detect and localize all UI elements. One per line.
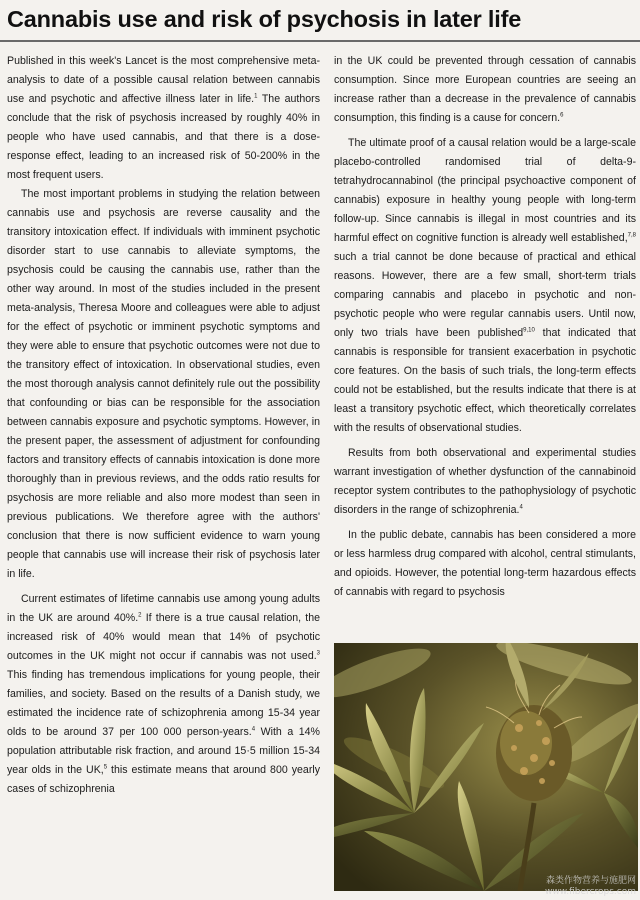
article-title: Cannabis use and risk of psychosis in later life [7,6,522,32]
cannabis-plant-photo [334,643,638,891]
paragraph-3: Current estimates of lifetime cannabis use among young adults in the UK are around 40%.$^2$ If there is a true causal relation, the increased risk of 40% would mean that 14% of psychotic outcomes in the UK might not occur if cannabis was not used.$^3$ This finding has tremendous implications for young people, their families, and society. Based on the results of a Danish study, we estimated the incidence rate of schizophrenia among 15-34 year olds to be around 37 per 100 000 person-years.$^4$ With a 14% population attributable risk fraction, and around 15·5 million 15-34 year olds in the UK,$^5$ this estimate means that around 800 yearly cases of schizophrenia [7,593,320,795]
citation-ref: 6 [560,112,564,119]
watermark-line-1: 森类作物营养与施肥网 [545,876,636,886]
right-column [334,52,636,636]
citation-ref: 7,8 [627,232,636,239]
cannabis-leaf-illustration [334,643,638,891]
watermark [545,876,636,898]
paragraph-2: The most important problems in studying the relation between cannabis use and psychosis are reverse causality and the transitory intoxication effect. If individuals with imminent psychotic disorder start to use cannabis to alleviate symptoms, the psychosis could be causing the cannabis use, rather than the other way around. In most of the studies included in the present meta-analysis, Theresa Moore and colleagues were able to adjust for the effect of psychotic or imminent psychotic symptoms and they were able to ensure that psychotic outcomes were not due to the transitory effect of intoxication. In observational studies, even the most thorough analysis cannot definitely rule out the possibility that confounding or bias can be responsible for the association between cannabis exposure and psychotic symptoms. However, in the present paper, the assessment of adjustment for confounding factors and transitory effects of cannabis intoxication is done more thoroughly than in previous reviews, and the odds ratio results for psychosis are more reliable and also more modest than seen in previous publications. We therefore agree with the authors' conclusion that there is now sufficient evidence to warn young people that cannabis use will increase their risk of psychosis later in life. [7,188,320,580]
paragraph-7: In the public debate, cannabis has been considered a more or less harmless drug compared with alcohol, central stimulants, and opioids. However, the potential long-term hazardous effects of cannabis with regard to psychosis [334,529,636,598]
citation-ref: 3 [316,650,320,657]
paragraph-1: Published in this week's Lancet is the most comprehensive meta-analysis to date of a possible causal relation between cannabis use and psychotic and affective illness later in life.$^1$ The authors conclude that the risk of psychosis increased by roughly 40% in people who have used cannabis, and that there is a dose-response effect, leading to an increased risk of 50-200% in the most frequent users. [7,55,320,181]
paragraph-6: Results from both observational and experimental studies warrant investigation of whether dysfunction of the cannabinoid receptor system contributes to the pathophysiology of psychotic disorders in the range of schizophrenia.$^4$ [334,447,636,516]
citation-ref: 2 [138,612,142,619]
left-column [7,52,320,898]
citation-ref: 9,10 [523,327,535,334]
paragraph-5: The ultimate proof of a causal relation would be a large-scale placebo-controlled randomised trial of delta-9-tetrahydrocannabinol (the principal psychoactive component of cannabis) exposure in healthy young people with long-term follow-up. Since cannabis is illegal in most countries and its harmful effect on cognitive function is already well established,$^{7,8}$ such a trial cannot be done because of practical and ethical reasons. However, there are a few small, short-term trials comparing cannabis and placebo in psychotic and non-psychotic people who were regular cannabis users. Until now, only two trials have been published$^{9,10}$ that indicated that cannabis is responsible for transient exacerbation in psychotic core features. On the basis of such trials, the long-term effects could not be established, but the results indicate that there is at least a transitory psychotic effect, which theoretically correlates with the results of observational studies. [334,137,636,434]
citation-ref: 5 [103,764,108,771]
watermark-line-2: www.fibercrops.com [545,887,636,897]
citation-ref: 1 [254,93,258,100]
citation-ref: 4 [519,504,523,511]
citation-ref: 4 [251,726,256,733]
title-divider [0,40,640,42]
paragraph-4: in the UK could be prevented through cessation of cannabis consumption. Since more European countries are seeing an increase rather than a decrease in the prevalence of cannabis consumption, this finding is a cause for concern.$^6$ [334,55,636,124]
